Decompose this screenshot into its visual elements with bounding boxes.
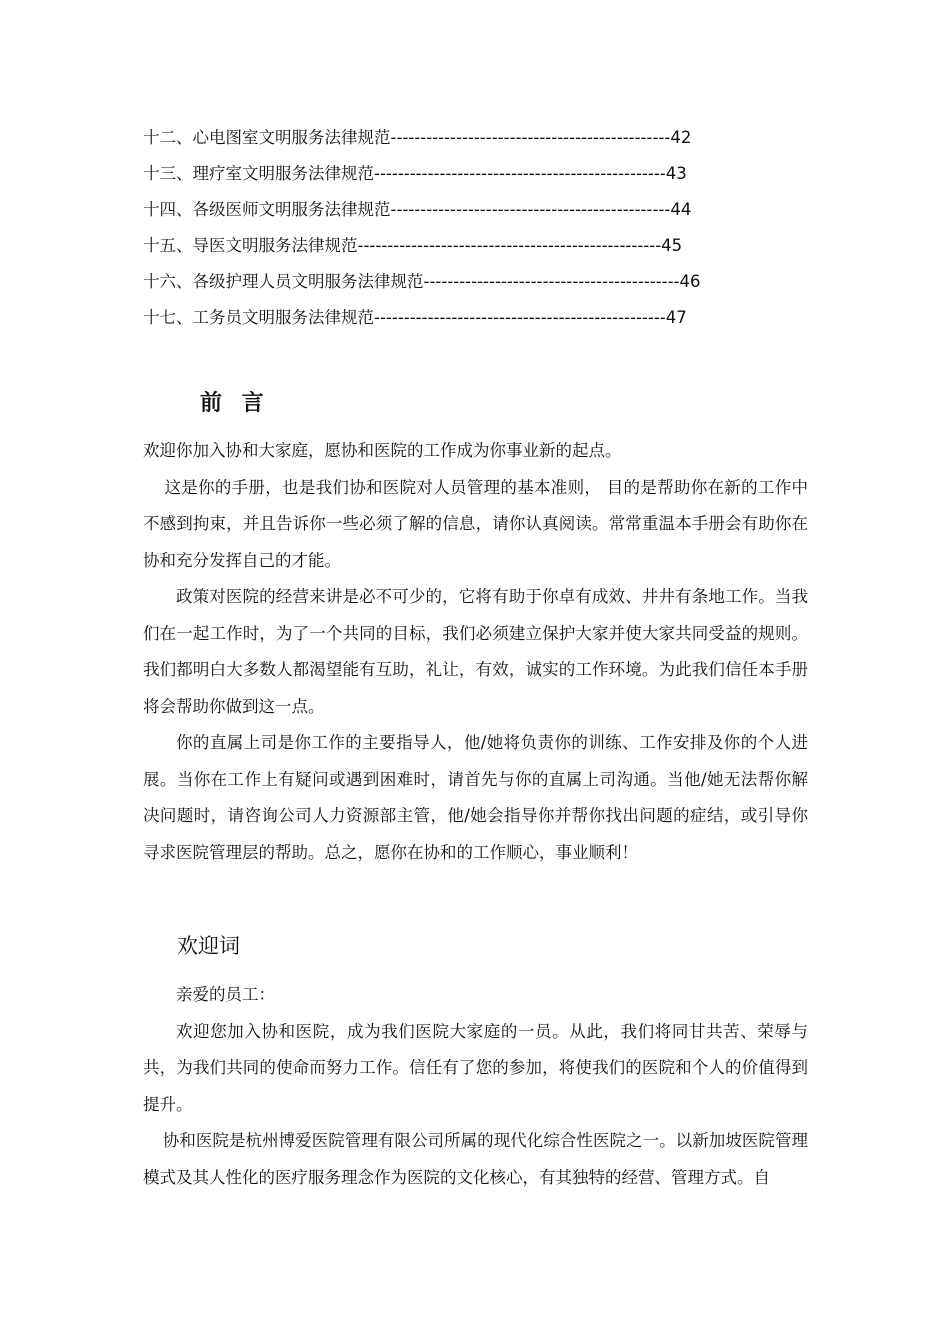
toc-page-number: 44	[670, 200, 692, 219]
toc-leader: -------------------------------------------------	[374, 308, 666, 327]
toc-leader: -----------------------------------------------	[390, 128, 671, 147]
welcome-paragraph: 欢迎您加入协和医院，成为我们医院大家庭的一员。从此，我们将同甘共苦、荣辱与共，为我们共同的使命而努力工作。信任有了您的参加，将使我们的医院和个人的价值得到提升。	[143, 1021, 808, 1114]
toc-entry[interactable]	[143, 198, 783, 234]
foreword-paragraph: 这是你的手册，也是我们协和医院对人员管理的基本准则， 目的是帮助你在新的工作中不感到拘束，并且告诉你一些必须了解的信息，请你认真阅读。常常重温本手册会有助你在协和充分发挥自己的才能。	[143, 477, 808, 570]
foreword-heading: 前 言	[200, 391, 270, 416]
toc-entry-title: 十四、各级医师文明服务法律规范	[143, 200, 391, 219]
toc-entry-title: 十六、各级护理人员文明服务法律规范	[143, 272, 424, 291]
toc-entry-title: 十七、工务员文明服务法律规范	[143, 308, 374, 327]
toc-entry-title: 十三、理疗室文明服务法律规范	[143, 164, 374, 183]
toc-entry-title: 十五、导医文明服务法律规范	[143, 236, 358, 255]
foreword-paragraph: 欢迎你加入协和大家庭，愿协和医院的工作成为你事业新的起点。	[143, 441, 622, 460]
foreword-paragraph: 你的直属上司是你工作的主要指导人，他/她将负责你的训练、工作安排及你的个人进展。当你在工作上有疑问或遇到困难时，请首先与你的直属上司沟通。当他/她无法帮你解决问题时，请咨询公司人力资源部主管，他/她会指导你并帮你找出问题的症结，或引导你寻求医院管理层的帮助。总之，愿你在协和的工作顺心，事业顺利！	[143, 733, 808, 862]
toc-leader: -----------------------------------------------	[390, 200, 671, 219]
toc-leader: -------------------------------------------	[423, 272, 680, 291]
foreword-paragraph: 政策对医院的经营来讲是必不可少的，它将有助于你卓有成效、井井有条地工作。当我们在一起工作时，为了一个共同的目标，我们必须建立保护大家并使大家共同受益的规则。我们都明白大多数人都渴望能有互助，礼让，有效，诚实的工作环境。为此我们信任本手册将会帮助你做到这一点。	[143, 587, 808, 716]
toc-page-number: 42	[670, 128, 692, 147]
foreword-section	[143, 433, 808, 871]
toc-leader: -------------------------------------------------	[374, 164, 666, 183]
toc-entry[interactable]	[143, 306, 783, 342]
toc-page-number: 43	[665, 164, 687, 183]
toc-leader: ---------------------------------------------------	[357, 236, 662, 255]
table-of-contents	[143, 126, 783, 342]
welcome-salutation: 亲爱的员工：	[176, 985, 275, 1004]
toc-entry-title: 十二、心电图室文明服务法律规范	[143, 128, 391, 147]
toc-page-number: 46	[679, 272, 701, 291]
toc-page-number: 47	[665, 308, 687, 327]
welcome-paragraph: 协和医院是杭州博爱医院管理有限公司所属的现代化综合性医院之一。以新加坡医院管理模式及其人性化的医疗服务理念作为医院的文化核心，有其独特的经营、管理方式。自	[143, 1131, 808, 1187]
toc-entry[interactable]	[143, 162, 783, 198]
toc-page-number: 45	[661, 236, 683, 255]
toc-entry[interactable]	[143, 270, 783, 306]
welcome-heading: 欢迎词	[177, 934, 240, 958]
toc-entry[interactable]	[143, 126, 783, 162]
welcome-section	[143, 977, 808, 1196]
toc-entry[interactable]	[143, 234, 783, 270]
